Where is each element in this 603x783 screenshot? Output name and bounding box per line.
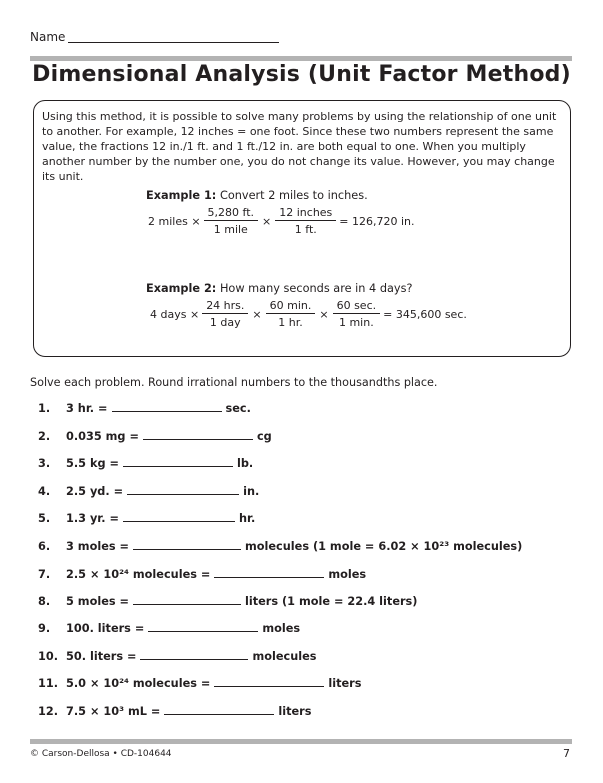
example-1-label: Example 1: xyxy=(146,189,217,202)
problem-unit: in. xyxy=(243,485,260,498)
problem-number: 7. xyxy=(38,568,51,581)
example-2-fraction-2 xyxy=(266,299,316,329)
problem-number: 5. xyxy=(38,512,51,525)
page-title: Dimensional Analysis (Unit Factor Method) xyxy=(32,62,571,87)
example-2-label: Example 2: xyxy=(146,282,217,295)
problem-number: 8. xyxy=(38,595,51,608)
problem-5 xyxy=(38,511,255,525)
problem-7 xyxy=(38,567,366,581)
problem-4 xyxy=(38,484,259,498)
problem-number: 12. xyxy=(38,705,59,718)
times-sign: × xyxy=(262,214,272,228)
footer-copyright: © Carson-Dellosa • CD-104644 xyxy=(30,749,172,759)
problem-2 xyxy=(38,429,272,443)
example-1-result: = 126,720 in. xyxy=(339,214,415,228)
problem-8 xyxy=(38,594,417,608)
problem-text: 2.5 yd. = xyxy=(66,485,124,498)
fraction-denominator: 1 day xyxy=(209,316,241,329)
times-sign: × xyxy=(319,307,329,321)
problem-unit: moles xyxy=(328,568,367,581)
problem-12 xyxy=(38,704,311,718)
fraction-numerator: 60 min. xyxy=(266,299,316,314)
answer-blank[interactable] xyxy=(133,594,241,605)
problem-number: 11. xyxy=(38,677,59,690)
answer-blank[interactable] xyxy=(123,511,235,522)
fraction-denominator: 1 hr. xyxy=(278,316,303,329)
problem-6 xyxy=(38,539,522,553)
problem-text: 0.035 mg = xyxy=(66,430,139,443)
problem-unit: molecules xyxy=(252,650,317,663)
example-1-prompt: Convert 2 miles to inches. xyxy=(219,189,368,202)
problem-number: 6. xyxy=(38,540,51,553)
fraction-denominator: 1 mile xyxy=(213,223,248,236)
problem-unit: liters xyxy=(328,677,362,690)
example-2-fraction-3 xyxy=(333,299,381,329)
problem-unit: liters (1 mole = 22.4 liters) xyxy=(244,595,418,608)
problem-unit: moles xyxy=(262,622,301,635)
top-divider xyxy=(30,56,572,61)
problem-unit: molecules (1 mole = 6.02 × 10²³ molecules) xyxy=(244,540,523,553)
example-2-prompt: How many seconds are in 4 days? xyxy=(219,282,413,295)
problem-number: 9. xyxy=(38,622,51,635)
example-2-result: = 345,600 sec. xyxy=(383,307,467,321)
problem-text: 5 moles = xyxy=(66,595,129,608)
fraction-numerator: 24 hrs. xyxy=(202,299,248,314)
problem-unit: sec. xyxy=(225,402,251,415)
answer-blank[interactable] xyxy=(214,567,324,578)
page-number: 7 xyxy=(563,747,570,760)
answer-blank[interactable] xyxy=(148,621,258,632)
problem-1 xyxy=(38,401,251,415)
times-sign: × xyxy=(252,307,262,321)
answer-blank[interactable] xyxy=(133,539,241,550)
answer-blank[interactable] xyxy=(143,429,253,440)
name-label: Name xyxy=(30,30,66,44)
fraction-denominator: 1 ft. xyxy=(294,223,317,236)
answer-blank[interactable] xyxy=(140,649,248,660)
fraction-denominator: 1 min. xyxy=(338,316,374,329)
fraction-numerator: 12 inches xyxy=(275,206,336,221)
problem-number: 10. xyxy=(38,650,59,663)
problem-text: 3 hr. = xyxy=(66,402,108,415)
answer-blank[interactable] xyxy=(164,704,274,715)
answer-blank[interactable] xyxy=(112,401,222,412)
problem-text: 2.5 × 10²⁴ molecules = xyxy=(66,568,211,581)
bottom-divider xyxy=(30,739,572,744)
example-1-fraction-1 xyxy=(204,206,258,236)
instructions: Solve each problem. Round irrational numbers to the thousandths place. xyxy=(30,376,438,389)
answer-blank[interactable] xyxy=(214,676,324,687)
example-2-equation xyxy=(150,299,467,329)
problem-text: 3 moles = xyxy=(66,540,129,553)
problem-10 xyxy=(38,649,317,663)
problem-text: 7.5 × 10³ mL = xyxy=(66,705,161,718)
problem-unit: cg xyxy=(256,430,272,443)
problem-number: 1. xyxy=(38,402,51,415)
problem-unit: hr. xyxy=(238,512,256,525)
problem-number: 2. xyxy=(38,430,51,443)
example-1-heading xyxy=(146,189,368,202)
problem-3 xyxy=(38,456,253,470)
example-2-fraction-1 xyxy=(202,299,248,329)
problem-text: 5.5 kg = xyxy=(66,457,119,470)
answer-blank[interactable] xyxy=(127,484,239,495)
problem-9 xyxy=(38,621,300,635)
intro-paragraph: Using this method, it is possible to solve many problems by using the relationship of one unit to another. For example, 12 inches = one foot. Since these two numbers represent the same value, the fractions 12 in./1 ft. and 1 ft./12 in. are both equal to one. When you multiply another number by the number one, you do not change its value. However, you may change its unit. xyxy=(42,110,557,183)
problem-text: 100. liters = xyxy=(66,622,145,635)
problem-text: 50. liters = xyxy=(66,650,137,663)
example-2-heading xyxy=(146,282,413,295)
example-1-equation xyxy=(148,206,415,236)
example-1-lead: 2 miles × xyxy=(148,214,201,228)
example-1-fraction-2 xyxy=(275,206,336,236)
problem-number: 3. xyxy=(38,457,51,470)
answer-blank[interactable] xyxy=(123,456,233,467)
example-2-lead: 4 days × xyxy=(150,307,200,321)
problem-text: 5.0 × 10²⁴ molecules = xyxy=(66,677,211,690)
fraction-numerator: 5,280 ft. xyxy=(204,206,258,221)
name-field-line[interactable] xyxy=(68,42,279,43)
problem-number: 4. xyxy=(38,485,51,498)
problem-text: 1.3 yr. = xyxy=(66,512,119,525)
fraction-numerator: 60 sec. xyxy=(333,299,381,314)
problem-11 xyxy=(38,676,361,690)
problem-unit: lb. xyxy=(236,457,254,470)
problem-unit: liters xyxy=(278,705,312,718)
